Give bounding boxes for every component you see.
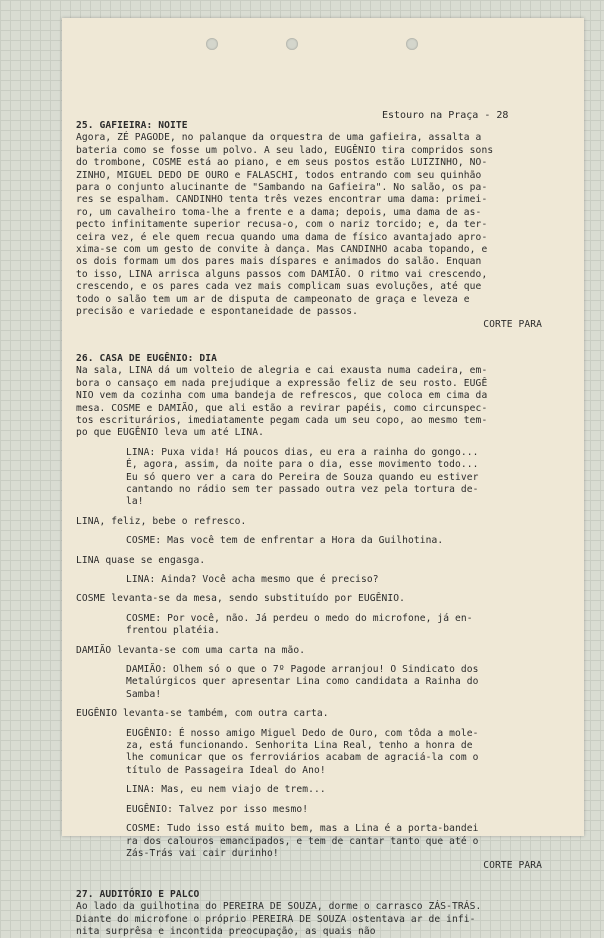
- dialogue-line: LINA: Puxa vida! Há poucos dias, eu era a rainha do gongo...: [126, 446, 479, 458]
- body-line: precisão e variedade e espontaneidade de passos.: [76, 306, 359, 318]
- scene-27-title: 27. AUDITÓRIO E PALCO: [76, 888, 200, 900]
- body-line: bora o cansaço em nada prejudique a expressão feliz de seu rosto. EUGÊ: [76, 377, 488, 389]
- body-line: Diante do microfone o próprio PEREIRA DE SOUZA ostentava ar de infi-: [76, 913, 476, 925]
- dialogue-line: COSME: Mas você tem de enfrentar a Hora da Guilhotina.: [126, 535, 444, 547]
- cut-to-26: CORTE PARA: [483, 860, 542, 872]
- spacer: [76, 721, 572, 728]
- page-header: Estouro na Praça - 28: [382, 110, 509, 121]
- body-line: Agora, ZÉ PAGODE, no palanque da orquestra de uma gafieira, assalta a: [76, 132, 482, 144]
- typewritten-page: [62, 18, 584, 937]
- body-line: para o conjunto alucinante de "Sambando na Gafieira". No salão, os pa-: [76, 182, 488, 194]
- action-line: LINA quase se engasga.: [76, 554, 206, 566]
- spacer: [76, 548, 572, 555]
- dialogue-line: COSME: Tudo isso está muito bem, mas a Lina é a porta-bandei: [126, 823, 479, 835]
- dialogue-line: cantando no rádio sem ter passado outra vez pela tortura de-: [126, 483, 479, 495]
- dialogue-line: lhe comunicar que os ferroviários acabam de agraciá-la com o: [126, 752, 479, 764]
- body-line: ZINHO, MIGUEL DEDO DE OURO e FALASCHI, todos entrando com seu quinhão: [76, 169, 482, 181]
- body-line: pecto infinitamente superior recusa-o, com o nariz torcido; e, da ter-: [76, 219, 488, 231]
- scene-25-cut: CORTE PARA: [483, 318, 542, 330]
- spacer: [76, 567, 572, 574]
- body-line: do trombone, COSME está ao piano, e em seus postos estão LUIZINHO, NO-: [76, 157, 488, 169]
- scene-26: [76, 353, 572, 440]
- script-body: [76, 98, 572, 938]
- dialogue-line: título de Passageira Ideal do Ano!: [126, 764, 326, 776]
- dialogue-line: LINA: Mas, eu nem viajo de trem...: [126, 784, 326, 796]
- dialogue-line: COSME: Por você, não. Já perdeu o medo do microfone, já en-: [126, 612, 473, 624]
- dialogue-line: ra dos calouros emancipados, e tem de cantar tanto que até o: [126, 835, 479, 847]
- body-line: Na sala, LINA dá um volteio de alegria e cai exausta numa cadeira, em-: [76, 365, 488, 377]
- body-line: Ao lado da guilhotina do PEREIRA DE SOUZA, dorme o carrasco ZÁS-TRÁS.: [76, 901, 482, 913]
- spacer: [76, 797, 572, 804]
- body-line: mesa. COSME e DAMIÃO, que ali estão a revirar papéis, como circunspec-: [76, 402, 488, 414]
- action-line: DAMIÃO levanta-se com uma carta na mão.: [76, 644, 306, 656]
- dialogue-line: LINA: Ainda? Você acha mesmo que é preciso?: [126, 574, 379, 585]
- action-line: LINA, feliz, bebe o refresco.: [76, 515, 247, 527]
- scene-27: [76, 889, 572, 938]
- body-line: xima-se com um gesto de convite à dança. Mas CANDINHO acaba topando, e: [76, 244, 488, 256]
- dialogue-line: É, agora, assim, da noite para o dia, esse movimento todo...: [126, 459, 479, 471]
- spacer: [76, 606, 572, 613]
- spacer: [76, 440, 572, 447]
- dialogue-line: Zás-Trás vai cair durinho!: [126, 847, 279, 859]
- body-line: bateria como se fosse um polvo. A seu lado, EUGÊNIO tira compridos sons: [76, 144, 494, 156]
- dialogue-line: EUGÊNIO: É nosso amigo Miguel Dedo de Ouro, com tôda a mole-: [126, 727, 479, 739]
- body-line: ceira vez, é ele quem recua quando uma dama de físico avantajado apro-: [76, 231, 488, 243]
- dialogue-line: DAMIÃO: Olhem só o que o 7º Pagode arranjou! O Sindicato dos: [126, 664, 479, 676]
- dialogue-line: EUGÊNIO: Talvez por isso mesmo!: [126, 803, 309, 815]
- dialogue-line: za, está funcionando. Senhorita Lina Real, tenho a honra de: [126, 740, 473, 752]
- dialogue-line: Samba!: [126, 688, 162, 700]
- body-line: po que EUGÊNIO leva um até LINA.: [76, 427, 265, 439]
- scene-26-title: 26. CASA DE EUGÊNIO: DIA: [76, 352, 218, 364]
- body-line: todo o salão tem um ar de disputa de campeonato de graça e leveza e: [76, 293, 470, 305]
- dialogue-line: frentou platéia.: [126, 625, 221, 637]
- action-line: EUGÊNIO levanta-se também, com outra carta.: [76, 708, 329, 720]
- spacer: [76, 638, 572, 645]
- scene-26-dialogue: [76, 440, 572, 861]
- punch-hole: [406, 38, 418, 50]
- punch-hole: [206, 38, 218, 50]
- body-line: os dois formam um dos pares mais díspares e animados do salão. Enquan: [76, 256, 482, 268]
- punch-hole: [286, 38, 298, 50]
- spacer: [76, 657, 572, 664]
- dialogue-line: Eu só quero ver a cara do Pereira de Souza quando eu estiver: [126, 471, 479, 483]
- scene-25: [76, 120, 572, 331]
- body-line: tos escriturários, imediatamente pegam cada um seu copo, ao mesmo tem-: [76, 414, 488, 426]
- body-line: NIO vem da cozinha com uma bandeja de refrescos, que coloca em cima da: [76, 390, 488, 402]
- spacer: [76, 509, 572, 516]
- body-line: to isso, LINA arrisca alguns passos com DAMIÃO. O ritmo vai crescendo,: [76, 268, 488, 280]
- dialogue-line: la!: [126, 496, 144, 508]
- body-line: res se espalham. CANDINHO tenta três vezes encontrar uma dama: primei-: [76, 194, 488, 206]
- dialogue-line: Metalúrgicos quer apresentar Lina como candidata a Rainha do: [126, 676, 479, 688]
- scene-25-title: 25. GAFIEIRA: NOITE: [76, 120, 188, 131]
- body-line: nita surprêsa e incontida preocupação, as quais não: [76, 925, 376, 937]
- action-line: COSME levanta-se da mesa, sendo substituído por EUGÊNIO.: [76, 593, 406, 605]
- body-line: ro, um cavalheiro toma-lhe a frente e a dama; depois, uma dama de as-: [76, 206, 482, 218]
- body-line: crescendo, e os pares cada vez mais complicam suas evoluções, até que: [76, 281, 482, 293]
- spacer: [76, 777, 572, 784]
